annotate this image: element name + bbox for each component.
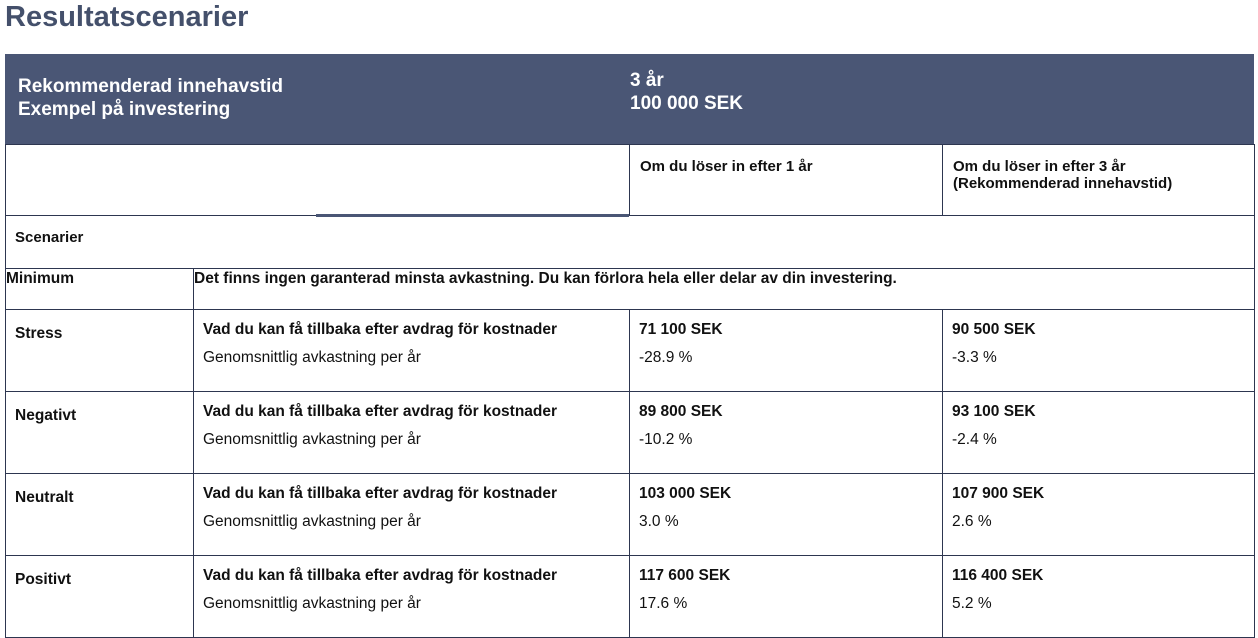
- scenario-label: Stress: [6, 310, 194, 392]
- average-return-label: Genomsnittlig avkastning per år: [203, 431, 421, 448]
- year-3-amount: 93 100 SEK: [952, 403, 1036, 420]
- year-1-amount: 71 100 SEK: [639, 321, 723, 338]
- column-header-3-years-line2: (Rekommenderad innehavstid): [953, 175, 1173, 192]
- year-1-values: [630, 392, 943, 474]
- return-after-costs-label: Vad du kan få tillbaka efter avdrag för kostnader: [203, 403, 558, 420]
- scenario-table: [5, 144, 1255, 638]
- column-header-3-years-line1: Om du löser in efter 3 år: [953, 158, 1126, 175]
- column-header-1-year: [630, 145, 943, 216]
- header-band: [5, 54, 1254, 144]
- scenario-label: Negativt: [6, 392, 194, 474]
- page-title: Resultatscenarier: [5, 1, 249, 33]
- scenario-description: [194, 474, 630, 556]
- year-3-return: 5.2 %: [952, 595, 992, 612]
- year-1-return: -28.9 %: [639, 349, 693, 366]
- year-1-return: -10.2 %: [639, 431, 693, 448]
- year-1-amount: 103 000 SEK: [639, 485, 732, 502]
- column-header-row: [6, 145, 1255, 216]
- minimum-text: Det finns ingen garanterad minsta avkastning. Du kan förlora hela eller delar av din investering.: [194, 269, 1255, 310]
- return-after-costs-label: Vad du kan få tillbaka efter avdrag för kostnader: [203, 321, 558, 338]
- average-return-label: Genomsnittlig avkastning per år: [203, 513, 421, 530]
- year-3-amount: 90 500 SEK: [952, 321, 1036, 338]
- year-1-values: [630, 556, 943, 638]
- year-1-return: 3.0 %: [639, 513, 679, 530]
- scenario-label: Neutralt: [6, 474, 194, 556]
- year-3-amount: 107 900 SEK: [952, 485, 1045, 502]
- holding-period-label: Rekommenderad innehavstid: [18, 76, 284, 97]
- minimum-row: [6, 269, 1255, 310]
- blank-header-cell: [6, 145, 630, 216]
- header-labels: [18, 75, 283, 121]
- table-row: [6, 474, 1255, 556]
- scenario-description: [194, 556, 630, 638]
- investment-example-value: 100 000 SEK: [630, 93, 744, 114]
- year-3-values: [943, 392, 1255, 474]
- year-3-values: [943, 310, 1255, 392]
- table-row: [6, 392, 1255, 474]
- year-1-return: 17.6 %: [639, 595, 688, 612]
- scenarios-label: Scenarier: [6, 216, 1255, 269]
- year-3-return: 2.6 %: [952, 513, 992, 530]
- year-1-values: [630, 474, 943, 556]
- table-row: [6, 556, 1255, 638]
- scenario-description: [194, 392, 630, 474]
- year-1-amount: 117 600 SEK: [639, 567, 731, 584]
- scenario-label: Positivt: [6, 556, 194, 638]
- year-3-values: [943, 556, 1255, 638]
- return-after-costs-label: Vad du kan få tillbaka efter avdrag för kostnader: [203, 485, 558, 502]
- investment-example-label: Exempel på investering: [18, 99, 231, 120]
- return-after-costs-label: Vad du kan få tillbaka efter avdrag för kostnader: [203, 567, 558, 584]
- scenarios-row: [6, 216, 1255, 269]
- year-1-amount: 89 800 SEK: [639, 403, 723, 420]
- header-values: [630, 69, 743, 115]
- year-3-return: -2.4 %: [952, 431, 997, 448]
- holding-period-value: 3 år: [630, 70, 664, 91]
- minimum-label: Minimum: [6, 269, 194, 310]
- column-header-1-year-label: Om du löser in efter 1 år: [640, 158, 813, 175]
- year-1-values: [630, 310, 943, 392]
- table-row: [6, 310, 1255, 392]
- year-3-values: [943, 474, 1255, 556]
- scenario-description: [194, 310, 630, 392]
- column-header-3-years: [943, 145, 1255, 216]
- year-3-return: -3.3 %: [952, 349, 997, 366]
- average-return-label: Genomsnittlig avkastning per år: [203, 595, 421, 612]
- year-3-amount: 116 400 SEK: [952, 567, 1044, 584]
- average-return-label: Genomsnittlig avkastning per år: [203, 349, 421, 366]
